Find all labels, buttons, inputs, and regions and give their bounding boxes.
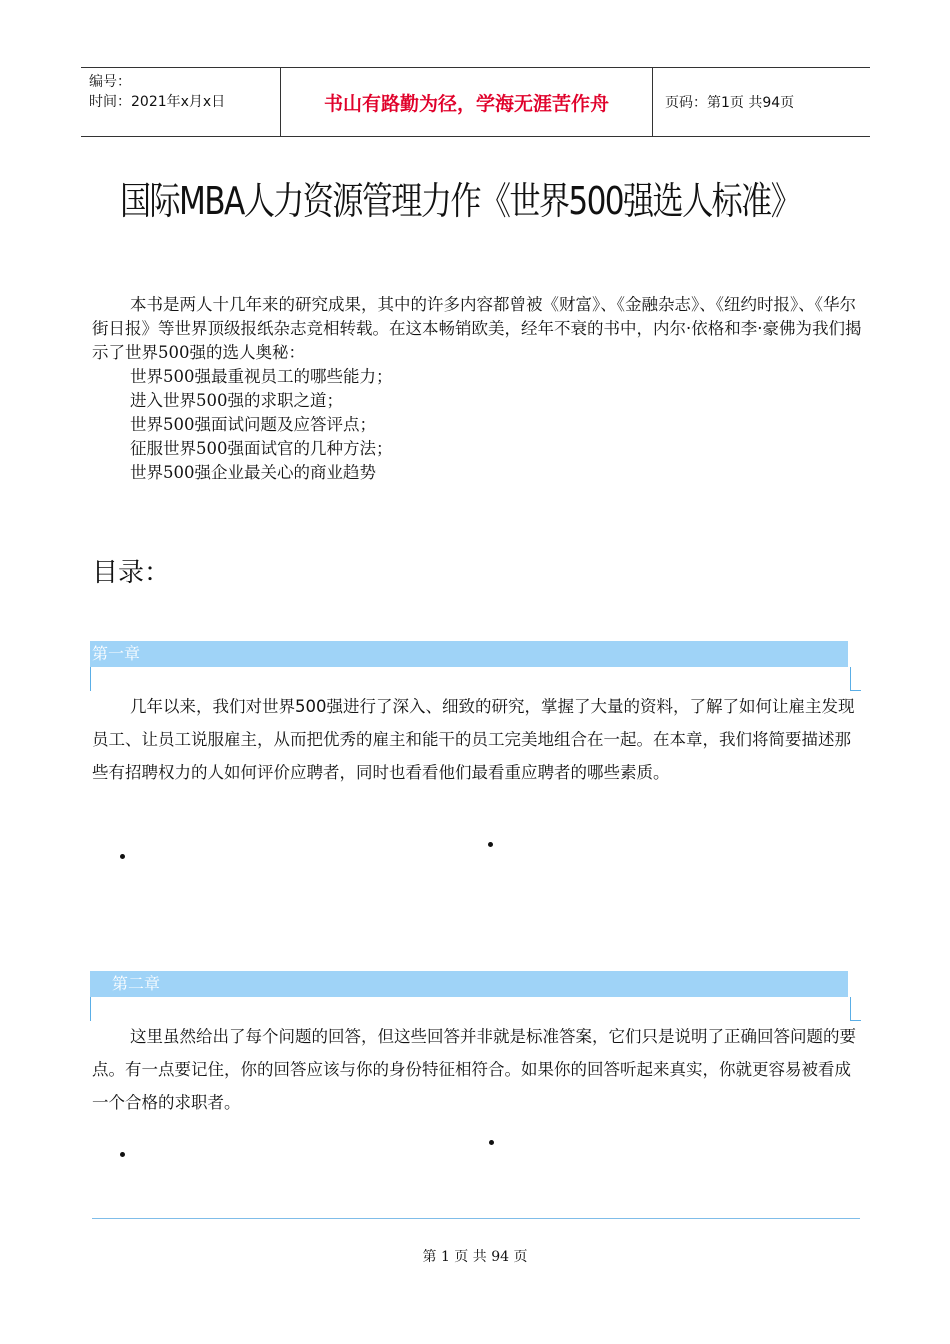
- list-item: 世界500强最重视员工的哪些能力；: [130, 367, 393, 386]
- bullet-dot: [120, 1152, 125, 1157]
- bullet-dot: [488, 842, 493, 847]
- chapter-2-heading: 第二章: [90, 971, 848, 997]
- chapter-1-paragraph: 几年以来，我们对世界500强进行了深入、细致的研究，掌握了大量的资料，了解了如何让雇主发现员工、让员工说服雇主，从而把优秀的雇主和能干的员工完美地组合在一起。在本章，我们将简要描述那些有招聘权力的人如何评价应聘者，同时也看看他们最看重应聘者的哪些素质。: [92, 697, 855, 782]
- intro-section: [92, 293, 862, 485]
- intro-paragraph: 本书是两人十几年来的研究成果，其中的许多内容都曾被《财富》、《金融杂志》、《纽约时报》、《华尔街日报》等世界顶级报纸杂志竞相转载。在这本畅销欧美，经年不衰的书中，内尔·依格和李·豪佛为我们揭示了世界500强的选人奥秘：: [92, 295, 862, 362]
- chapter-2-paragraph: 这里虽然给出了每个问题的回答，但这些回答并非就是标准答案，它们只是说明了正确回答问题的要点。有一点要记住，你的回答应该与你的身份特征相符合。如果你的回答听起来真实，你就更容易被看成一个合格的求职者。: [92, 1027, 856, 1112]
- document-title: 国际MBA人力资源管理力作《世界500强选人标准》: [120, 179, 801, 223]
- chapter-1-body: [92, 690, 862, 789]
- header-motto: 书山有路勤为径，学海无涯苦作舟: [281, 68, 653, 136]
- chapter-1-bracket: [90, 667, 861, 691]
- bullet-dot: [489, 1140, 494, 1145]
- bullet-dot: [120, 854, 125, 859]
- header-meta: [81, 68, 281, 136]
- footer-rule: [92, 1218, 860, 1219]
- list-item: 世界500强企业最关心的商业趋势: [130, 463, 376, 482]
- footer-page-number: 第 1 页 共 94 页: [422, 1249, 528, 1265]
- list-item: 征服世界500强面试官的几种方法；: [130, 439, 393, 458]
- toc-heading: 目录：: [92, 558, 171, 588]
- chapter-1-heading: 第一章: [90, 641, 848, 667]
- header-table: [81, 67, 870, 137]
- list-item: 进入世界500强的求职之道；: [130, 391, 343, 410]
- header-page-info: 页码：第1页 共94页: [665, 95, 795, 111]
- chapter-2-bracket: [90, 997, 861, 1021]
- number-label: 编号：: [89, 74, 131, 90]
- list-item: 世界500强面试问题及应答评点；: [130, 415, 376, 434]
- chapter-2-body: [92, 1020, 862, 1119]
- date-label: 时间：2021年x月x日: [89, 94, 226, 110]
